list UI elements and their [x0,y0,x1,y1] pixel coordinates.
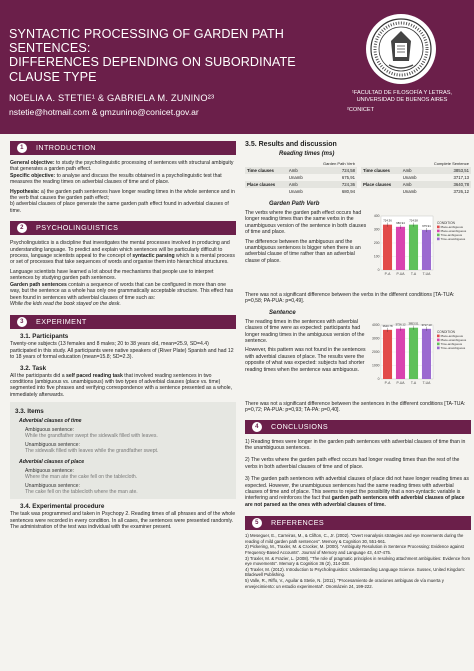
item-label: Ambiguous sentence: [25,427,74,434]
text: to study the psycholinguistic processing of sentences with structural ambiguity that generates a garden path effect. [10,160,234,173]
text: a) the garden path sentences have longer reading times in the whole sentence and in the verb that causes the garden path effect; [10,188,235,202]
legend-entry: Time-ambiguous [440,341,463,346]
poster-header [0,0,474,134]
table-cell: 3853,51 [453,168,469,173]
y-tick-label: 400 [373,214,380,219]
legend-swatch [437,338,440,341]
gpv-paragraph: The verbs where the garden path effect occurs had longer reading times than the same verbs in the unambiguous version of the sentence in both clauses of time and place. [245,210,367,236]
x-tick-label: T-UA [422,272,431,276]
hypothesis [10,189,236,202]
items-place-heading: Adverbial clauses of place [19,459,85,466]
sentence-bar-chart [367,319,471,393]
x-tick-label: P-UA [396,272,405,276]
x-tick-label: T-A [410,380,417,385]
sentence-heading: Sentence [269,309,296,316]
table-cell: Amb [402,168,412,173]
legend-entry: Place-unambiguous [440,337,467,342]
participants-text: Twenty-one subjects (13 females and 8 males; 20 to 38 years old, mean=25.9, SD=4.4) participated in this study. All participants were native speakers of (River Plate) Spanish and had 12 to 18 years of formal education (mean=15.8; SD=2.3). [10,341,234,361]
x-tick-label: P-A [384,380,391,385]
legend-entry: Place-unambiguous [440,229,467,233]
sentence-paragraph: The reading times in the sentences with adverbial clauses of time were as expected: participants had longer reading times in the ambiguous version of the sentence. [245,318,365,345]
reading-times-title: Reading times (ms) [279,151,335,157]
section-heading-experiment [10,315,236,329]
item-label: Ambiguous sentence: [25,468,74,475]
gpv-paragraph: The difference between the ambiguous and the unambiguous sentences is bigger when there is an adverbial clause of time rather than an adverbial clause of place. [245,238,361,264]
bar [396,227,405,270]
y-tick-label: 100 [373,254,380,259]
legend-swatch [437,234,440,237]
section-heading-references [245,516,471,530]
y-tick-label: 3000 [371,336,380,341]
bar [383,225,392,270]
subheading-procedure: 3.4. Experimental procedure [20,503,105,511]
procedure-text: The task was programmed and taken in Psychopy 2. Reading times of all phrases and of the whole sentences were recorded in every condition. In all cases, the sentences were presented randomly. The administration of the test was individual with the examiner present. [10,511,236,530]
conclusion-2: 2) The verbs where the garden path effect occurs had longer reading times than the rest of the verbs in both adverbial clauses of time and of place. [245,457,460,470]
sentence-chart [367,319,471,398]
text: contain a sequence of words that can be configured in more than one way, but the sentence as a whole has only one grammatically acceptable structure. This effect has been found in sentences with adverbial clauses of time such as: [10,281,234,301]
complete-sentence-table [361,160,471,195]
y-tick-label: 0 [377,377,380,382]
data-label: 724.58 [409,218,418,223]
bar [422,329,431,379]
title-line: CLAUSE TYPE [9,69,97,84]
table-cell [245,174,287,181]
left-column [10,137,236,530]
legend-entry: Place-ambiguous [440,333,463,338]
reference-item: 3) Traxler, M. & Frazier, L. (2008). "The role of pragmatic principles in resolving attachment ambiguities: Evidence from eye movements". Memory & Cognition 36 (2), 314-328. [245,555,471,567]
table-caption: Complete Sentence [433,161,469,166]
text-bold: self paced reading task [66,372,123,379]
y-tick-label: 300 [373,227,380,232]
items-box [10,402,236,499]
hypothesis-b: b) adverbial clauses of place generate the same garden path effect found in adverbial clauses of time. [10,201,229,214]
specific-objective [10,173,236,186]
gpv-row [245,210,471,289]
psycho-example: While the kids read the book stayed on the desk. [10,300,121,307]
section-heading-conclusions [245,420,471,434]
gpv-heading: Garden Path Verb [269,201,320,207]
section-heading-introduction [10,141,236,155]
table-cell: 724,58 [341,168,355,173]
section-number: 3 [17,317,27,327]
data-label: 724.36 [383,218,392,223]
legend-swatch [437,230,440,233]
section-title: REFERENCES [271,518,325,528]
gpv-chart [367,210,471,289]
text: which is a mental process or set of processes that take sequences of words and organise them into hierarchical structures. [10,253,235,266]
x-tick-label: P-UA [396,380,405,385]
legend-swatch [437,226,440,229]
text-bold: garden path sentences with adverbial clauses of place are not parsed as the ones with adverbial clauses of time. [245,495,465,508]
label: General objective: [10,160,55,166]
legend-swatch [437,238,440,241]
bar [409,225,418,270]
table-cell: Time clauses [247,168,274,173]
section-title: INTRODUCTION [36,143,96,152]
text-bold: syntactic parsing [132,253,175,260]
reference-item: 1) Meseguer, E., Carreiras, M., & Clifton, C., Jr. (2002). "Overt reanalysis strategies and eye movements during the reading of mild garden path sentences". Memory & Cognition 30, 551-561. [245,533,464,544]
item-sentence: Where the man ate the cake fell on the tablecloth. [25,474,138,481]
data-label: 3853.51 [408,321,419,326]
table-cell: Unamb [402,189,417,194]
reference-item: 4) Traxler, M. (2012). Introduction to Psycholinguistics: Understanding Language Science. Sussex, United Kingdom: Blackwell Publishing. [245,566,465,578]
table-cell: 675,91 [341,175,355,180]
reference-item: 2) Pickering, M., Traxler, M. & Crocker, M. (2000). "Ambiguity Resolution in Sentence Processing: Evidence against Frequency-Based Accounts". Journal of Memory and Language 43, 447-475. [245,544,464,556]
gpv-table [245,160,357,195]
text: All the participants did a [10,372,67,379]
table-cell: 3726,12 [453,189,469,194]
legend-title: CONDITION [437,329,455,334]
sentence-significance: There was not a significant difference between the sentences in the different conditions [TA-TUA: p=0,72; PA-PUA: p=0,93; TA-PA: p=0,40]. [245,400,466,414]
table-cell: 680,94 [341,189,355,194]
y-tick-label: 2000 [371,350,380,355]
affiliation-1: ¹FACULTAD DE FILOSOFÍA Y LETRAS, UNIVERSIDAD DE BUENOS AIRES [352,90,452,104]
legend-swatch [437,334,440,337]
table-cell: Unamb [402,175,417,180]
legend-swatch [437,342,440,345]
section-title: EXPERIMENT [36,317,87,327]
table-cell: Place clauses [247,182,276,187]
subheading-participants: 3.1. Participants [20,333,69,341]
text: 3) The garden path sentences with adverbial clauses of place did not have longer reading times as expected. However, the unambiguous sentences had the same reading times with adverbial clauses of time and of place. This seems to reject the possibility that a non-syntactic variable is interfering and reinforces the fact that [245,476,469,502]
table-cell [361,188,401,195]
affiliation-2: ²CONICET [347,106,375,113]
items-time-heading: Adverbial clauses of time [19,418,82,425]
x-tick-label: T-A [410,272,417,276]
poster-title [9,27,361,84]
data-label: 680.94 [396,220,405,225]
authors: NOELIA A. STETIE¹ & GABRIELA M. ZUNINO²³ [9,93,215,103]
item-label: Unambiguous sentence: [25,442,80,449]
table-cell: Place clauses [363,182,392,187]
bar [409,328,418,379]
table-cell: Amb [402,182,412,187]
bar [396,329,405,379]
legend-entry: Time-unambiguous [440,237,466,241]
section-number: 1 [17,143,27,153]
legend-swatch [437,346,440,349]
y-tick-label: 4000 [371,323,380,328]
psycho-paragraph-2: Language scientists have learned a lot about the mechanisms that people use to interpret sentences by studying garden path sentences. [10,268,214,282]
table-cell: Unamb [288,175,303,180]
text: that involved reading sentences in two conditions (ambiguous vs. unambiguous) with two types of adverbial clauses (place vs. time) segmented into five phrases and verifying correspondence with a sentence presented as a whole, immediately afterwards. [10,372,233,398]
section-number: 5 [252,518,262,528]
table-cell: Amb [288,168,298,173]
table-cell: Unamb [288,189,303,194]
data-label: 3640.78 [382,323,393,328]
table-cell: Time clauses [363,168,390,173]
results-heading: 3.5. Results and discussion [245,141,337,148]
gpv-significance: There was not a significant difference between the verbs in the different conditions [TA-TUA: p=0,58; PA-PUA: p=0,49]. [245,292,455,305]
x-tick-label: T-UA [422,380,431,385]
emails: nstetie@hotmail.com & gmzunino@conicet.gov.ar [9,107,199,117]
label: Hypothesis: [10,188,40,195]
data-label: 3726.12 [395,322,406,327]
item-sentence: The cake fell on the tablecloth where the man ate. [25,489,138,496]
section-number: 4 [252,422,262,432]
data-label: 3717.13 [421,322,432,327]
subheading-task: 3.2. Task [20,364,47,372]
x-tick-label: P-A [384,272,391,276]
general-objective [10,160,236,173]
item-sentence: While the grandfather swept the sidewalk filled with leaves. [25,433,158,440]
references-list [245,533,471,589]
reference-item: 5) Valle, R., Riffo, V., Aguilar & Stetie, N. (2011). "Procesamiento de oraciones ambiguas de vía muerta y envejecimiento: un estudio experimental". Onomázein 24, 199-222. [245,578,444,589]
table-cell [245,188,287,195]
legend-title: CONDITION [437,221,455,225]
section-heading-psycholinguistics [10,221,236,235]
y-tick-label: 200 [373,241,380,246]
gpv-bar-chart [367,210,471,284]
bar [422,230,431,270]
reading-times-tables [245,160,471,195]
affiliations [341,90,463,114]
sentence-paragraph: However, this pattern was not found in the sentences with adverbial clauses of place. The results were the opposite of what was expected: subjects had shorter reading times when the sentence was ambiguous. [245,347,366,373]
psycho-paragraph-1 [10,240,236,266]
table-cell [361,174,401,181]
psycho-paragraph-3 [10,282,236,301]
conclusion-3 [245,476,471,508]
text: to analyse and discuss the results obtained in a psycholinguistic test that measures the reading times on adverbial clauses of time and of place. [10,172,222,186]
item-label: Unambiguous sentence: [25,483,80,490]
text: Psycholinguistics is a discipline that investigates the mental processes involved in producing and understanding language. To predict and explain which sentences will be particularly difficult to process, language scientists appeal to the concept of [10,240,230,260]
table-cell: 3717,13 [453,175,469,180]
table-cell: Amb [288,182,298,187]
gpv-text [245,210,367,289]
y-tick-label: 1000 [371,363,380,368]
subheading-items: 3.3. Items [15,408,44,416]
sentence-row [245,319,471,398]
conclusion-1: 1) Reading times were longer in the garden path sentences with adverbial clauses of time than in the unambiguous sentences. [245,438,466,452]
legend-entry: Time-unambiguous [440,345,466,350]
title-line: DIFFERENCES DEPENDING ON SUBORDINATE [9,55,296,70]
task-text [10,373,236,399]
item-sentence: The sidewalk filled with leaves while the grandfather swept. [25,448,159,455]
section-title: PSYCHOLINGUISTICS [36,223,119,233]
legend-entry: Time-ambiguous [440,233,463,237]
table-cell: 3640,78 [453,182,469,187]
table-cell: 724,36 [341,182,355,187]
text-bold: Garden path sentences [10,281,67,288]
university-seal-icon [366,14,436,84]
title-line: SYNTACTIC PROCESSING OF GARDEN PATH SENTENCES: [9,27,284,56]
section-title: CONCLUSIONS [271,421,329,431]
table-caption: Garden Path Verb [322,161,355,166]
bar [383,330,392,379]
y-tick-label: 0 [377,268,380,273]
data-label: 675.91 [422,224,431,229]
legend-entry: Place-ambiguous [440,225,463,229]
right-column [245,137,471,589]
section-number: 2 [17,223,27,233]
label: Specific objective: [10,172,56,179]
sentence-text [245,319,367,398]
